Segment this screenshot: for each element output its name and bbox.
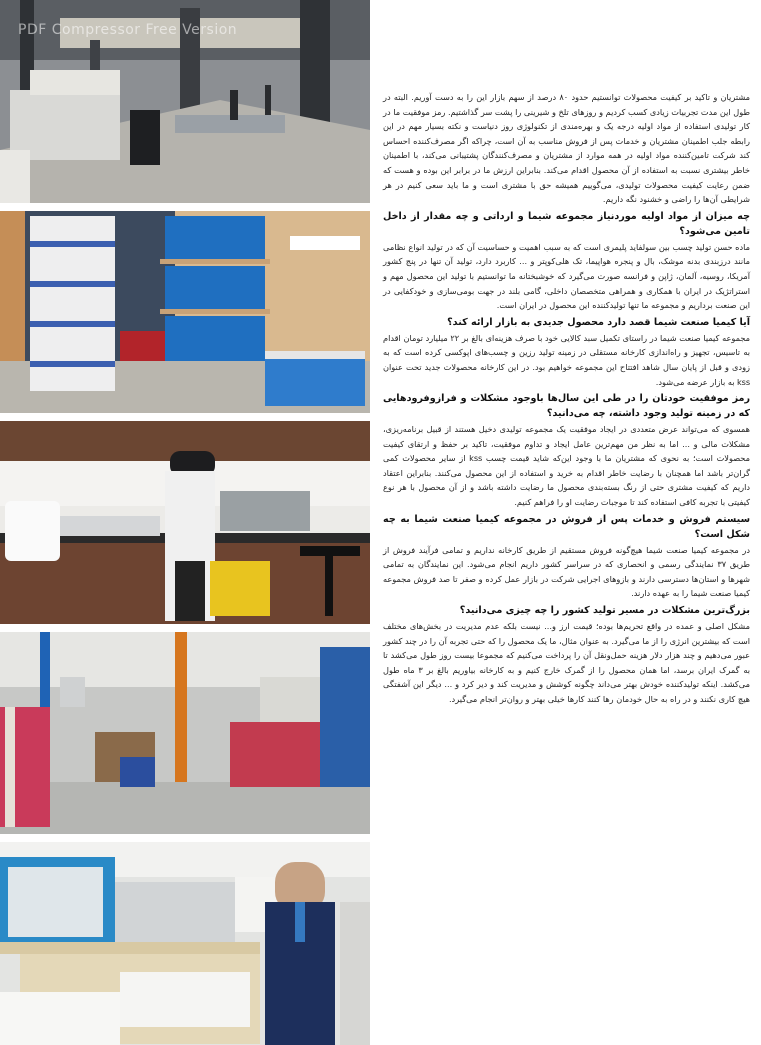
answer-paragraph-1: ماده حسن تولید چسب بین سولفاید پلیمری است که به سبب اهمیت و حساسیت آن که در تولید انواع نظامی مانند درزبندی بدنه موشک، بال و پنجره هواپیما، تک هلی‌کوپتر و ... کاربرد دارد، تولید آن تنها در پنج کشور آمریکا، روسیه، آلمان، ژاپن و فرانسه صورت می‌گیرد که خوشبختانه ما توانستیم با تولید این محصول مهم و استراتژیک در ایران با همکاری و همراهی متخصصان داخلی، گامی بلند در جهت بومی‌سازی و خودکفایی در این صنعت برداریم و مجموعه ما تنها تولیدکننده این محصول در ایران است.: [383, 241, 750, 311]
photo-column: [0, 0, 370, 1045]
warehouse-barrels-photo: [0, 211, 370, 413]
laboratory-photo: [0, 421, 370, 624]
answer-paragraph-4: در مجموعه کیمیا صنعت شیما هیچ‌گونه فروش مستقیم از طریق کارخانه نداریم و تمامی فرآیند فروش از طریق ۳۷ نمایندگی رسمی و انحصاری که در سراسر کشور داریم انجام می‌شود. این نمایندگان به تمامی شهرها و استان‌ها دسترسی دارند و بازوهای اجرایی شرکت در بازار عمل کرده و صفر تا صد فروش مجموعه کیمیا صنعت شیما را به عهده دارند.: [383, 544, 750, 599]
article-text-column: [383, 90, 750, 1040]
question-heading-1: چه میزان از مواد اولیه موردنیاز مجموعه شیما و ارداتی و چه مقدار از داخل تامین می‌شود؟: [383, 210, 750, 237]
production-line-photo: [0, 632, 370, 834]
answer-paragraph-5: مشکل اصلی و عمده در واقع تحریم‌ها بوده؛ قیمت ارز و... نیست بلکه عدم مدیریت در بخش‌های مختلف است که بیشترین انرژی را از ما می‌گیرد. به عنوان مثال، ما یک محصول را که حتی تجربه آن را در چند کشور عبور می‌دهیم و چند هزار دلار هزینه حمل‌ونقل آن را پرداخت می‌کنیم که مجموعا بیست روز طول می‌کشد تا به گمرک ایران برسد، اما همان محصول را از گمرک خارج کنیم و به کارخانه بیاوریم بالغ بر ۳ ماه طول می‌کشد. اینکه تولیدکننده خودش بهتر می‌داند چگونه کوشش و مدیریت کند و دیر کرد و ... دیگر این آشفتگی هیچ کاری نکنند و در راه به حال خودمان رها کنند کارها خیلی بهتر و روان‌تر انجام می‌گیرد.: [383, 621, 750, 704]
question-heading-2: آیا کیمیا صنعت شیما قصد دارد محصول جدیدی به بازار ارائه کند؟: [447, 316, 750, 328]
answer-paragraph-3: همسوی که می‌تواند عرض متعددی در ایجاد موفقیت یک مجموعه تولیدی دخیل هستند از قبیل برنامه‌ریزی، مشکلات مالی و ... اما به نظر من مهم‌ترین عامل ایجاد و تداوم موفقیت، تاکید بر حفظ و ارتقای کیفیت محصولات است؛ به نحوی که مشتریان ما با وجود این‌که شاید قیمت چسب kss از سایر محصولات کمی گران‌تر باشد اما همچنان با رضایت خاطر اقدام به خرید و استفاده از این محصول می‌کنند. بنابراین اعتقاد داریم که کیفیت مشتری حتی از رنگ بسته‌بندی محصول ما رضایت داشته باشد و از آن محصول با هر نوع کیفیتی با تجربه کافی استفاده کند تا موجبات رضایت او را فراهم کنیم.: [383, 424, 750, 508]
question-heading-5: بزرگ‌ترین مشکلات در مسیر تولید کشور را چه چیزی می‌دانید؟: [459, 605, 750, 617]
watermark-text: PDF Compressor Free Version: [18, 22, 238, 38]
question-heading-3: رمز موفقیت خودتان را در طی این سال‌ها باوجود مشکلات و فرازوفرودهایی که در زمینه تولید وجود داشته، چه می‌دانید؟: [383, 393, 750, 420]
answer-paragraph-2: مجموعه کیمیا صنعت شیما در راستای تکمیل سبد کالایی خود با صرف هزینه‌ای بالغ بر ۲۲ میلیارد تومان اقدام به تاسیس، تجهیز و راه‌اندازی کارخانه مستقلی در زمینه تولید رزین و چسب‌های اپوکسی کرده است که به زودی و قبل از پایان سال شاهد افتتاح این مجموعه خواهیم بود. در این کارخانه محصولات جدید تحت عنوان kss به بازار عرضه می‌شود.: [383, 332, 751, 387]
factory-hall-photo: [0, 0, 370, 203]
lab-technician-photo: [0, 842, 370, 1045]
intro-paragraph: مشتریان و تاکید بر کیفیت محصولات توانستیم حدود ۸۰ درصد از سهم بازار این را به دست آوریم. البته در طول این مدت تجربیات زیادی کسب کردیم و روزهای تلخ و شیرینی را پشت سر گذاشتیم. رمز موفقیت ما در کار تولیدی استفاده از مواد اولیه درجه یک و بهره‌مندی از تکنولوژی روز دنیاست و نکته بسیار مهم در این رابطه جلب اطمینان مشتریان و خدمات پس از فروش مناسب به آن است، چراکه اگر مصرف‌کننده احساس کند شرکت تامین‌کننده مواد اولیه در همه موارد از مشتریان و مصرف‌کنندگان پشتیبانی می‌کند، با اطمینان خاطر بیشتری نسبت به استفاده از آن محصول اقدام می‌کند. بنابراین ارزش ما در برابر این بوده و هست که ضمن رعایت کیفیت محصولات تولیدی، می‌گوییم همیشه حق با مشتری است و ما باید سعی کنیم در هر شرایطی آن‌ها را راضی و خشنود نگه داریم.: [383, 92, 751, 205]
question-heading-4: سیستم فروش و خدمات پس از فروش در مجموعه کیمیا صنعت شیما به چه شکل است؟: [383, 513, 750, 540]
